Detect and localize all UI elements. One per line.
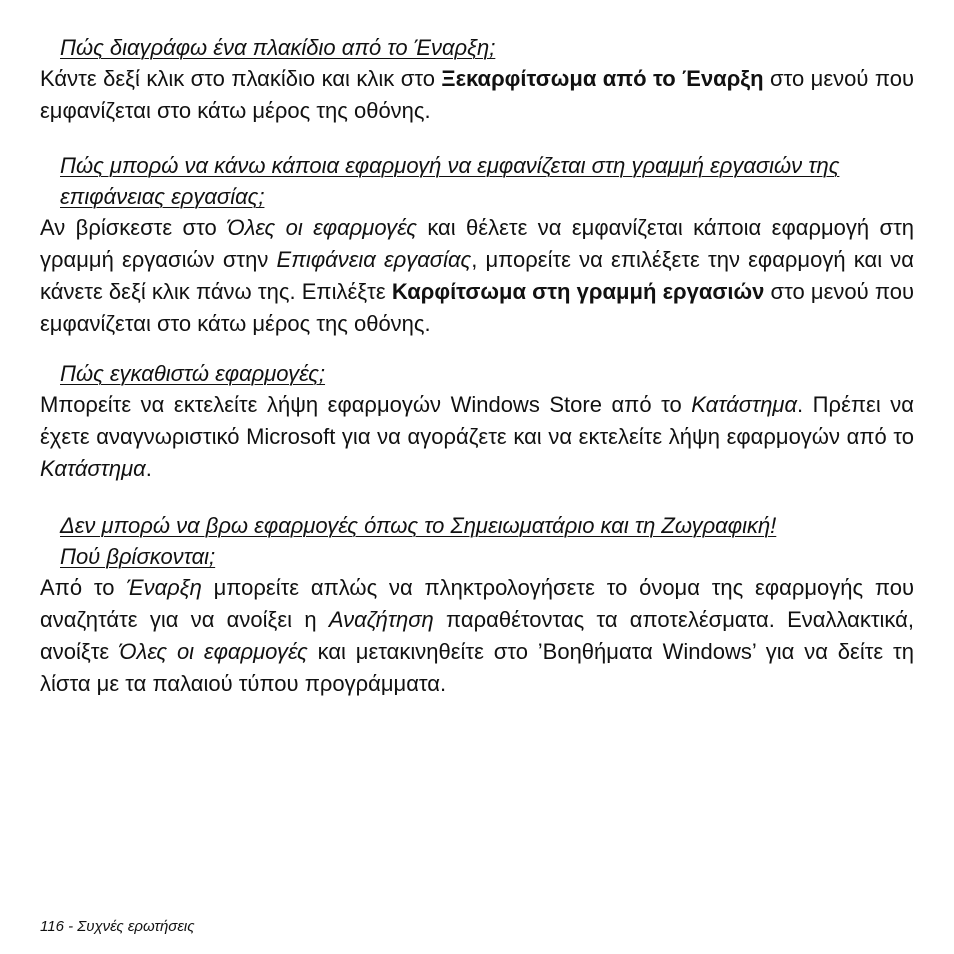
answer-text: . Πρέπει να έχετε αναγνωριστικό Microsoft για να αγοράζετε και να εκτελείτε λήψη εφαρμογών από το xyxy=(40,392,914,449)
faq-question-taskbar-pin: Πώς μπορώ να κάνω κάποια εφαρμογή να εμφανίζεται στη γραμμή εργασιών της επιφάνειας εργασίας; xyxy=(60,153,840,209)
faq-question-find-apps: Δεν μπορώ να βρω εφαρμογές όπως το Σημειωματάριο και τη Ζωγραφική! Πού βρίσκονται; xyxy=(60,513,777,569)
answer-emphasis: Καρφίτσωμα στη γραμμή εργασιών xyxy=(391,279,765,304)
answer-text: και θέλετε να εμφανίζεται κάποια εφαρμογή στη γραμμή εργασιών στην xyxy=(40,215,914,272)
answer-term: Επιφάνεια εργασίας xyxy=(276,247,472,272)
section-spacer xyxy=(40,127,914,150)
answer-emphasis: Ξεκαρφίτσωμα από το Έναρξη xyxy=(441,66,764,91)
answer-text: , μπορείτε να επιλέξετε την εφαρμογή και να κάνετε δεξί κλικ πάνω της. Επιλέξτε xyxy=(40,247,914,304)
section-spacer xyxy=(40,485,914,510)
faq-question-delete-tile: Πώς διαγράφω ένα πλακίδιο από το Έναρξη; xyxy=(60,35,496,60)
answer-text: Αν βρίσκεστε στο xyxy=(40,215,228,240)
answer-text: Μπορείτε να εκτελείτε λήψη εφαρμογών Windows Store από το xyxy=(40,392,692,417)
answer-text: . xyxy=(145,456,152,481)
section-spacer xyxy=(40,340,914,358)
answer-text: στο μενού που εμφανίζεται στο κάτω μέρος της οθόνης. xyxy=(40,279,914,336)
faq-page xyxy=(40,32,914,700)
answer-term: Όλες οι εφαρμογές xyxy=(227,215,417,240)
answer-text: Κάντε δεξί κλικ στο πλακίδιο και κλικ στο xyxy=(40,66,442,91)
answer-term: Όλες οι εφαρμογές xyxy=(119,639,308,664)
answer-text: και μετακινηθείτε στο ’Βοηθήματα Windows’ για να δείτε τη λίστα με τα παλαιού τύπου προγράμματα. xyxy=(40,639,914,696)
faq-answer-find-apps xyxy=(40,572,914,700)
page-footer: 116 - Συχνές ερωτήσεις xyxy=(40,918,195,935)
faq-answer-taskbar-pin xyxy=(40,212,914,340)
answer-term: Αναζήτηση xyxy=(328,607,434,632)
answer-text: παραθέτοντας τα αποτελέσματα. Εναλλακτικά, ανοίξτε xyxy=(40,607,914,664)
faq-answer-install-apps xyxy=(40,389,914,485)
answer-term: Κατάστημα xyxy=(40,456,146,481)
answer-text: στο μενού που εμφανίζεται στο κάτω μέρος της οθόνης. xyxy=(40,66,914,123)
answer-text: Από το xyxy=(40,575,127,600)
answer-text: μπορείτε απλώς να πληκτρολογήσετε το όνομα της εφαρμογής που αναζητάτε για να ανοίξει η xyxy=(40,575,914,632)
faq-answer-delete-tile xyxy=(40,63,914,127)
answer-term: Έναρξη xyxy=(126,575,202,600)
answer-term: Κατάστημα xyxy=(691,392,798,417)
faq-question-install-apps: Πώς εγκαθιστώ εφαρμογές; xyxy=(60,361,326,386)
